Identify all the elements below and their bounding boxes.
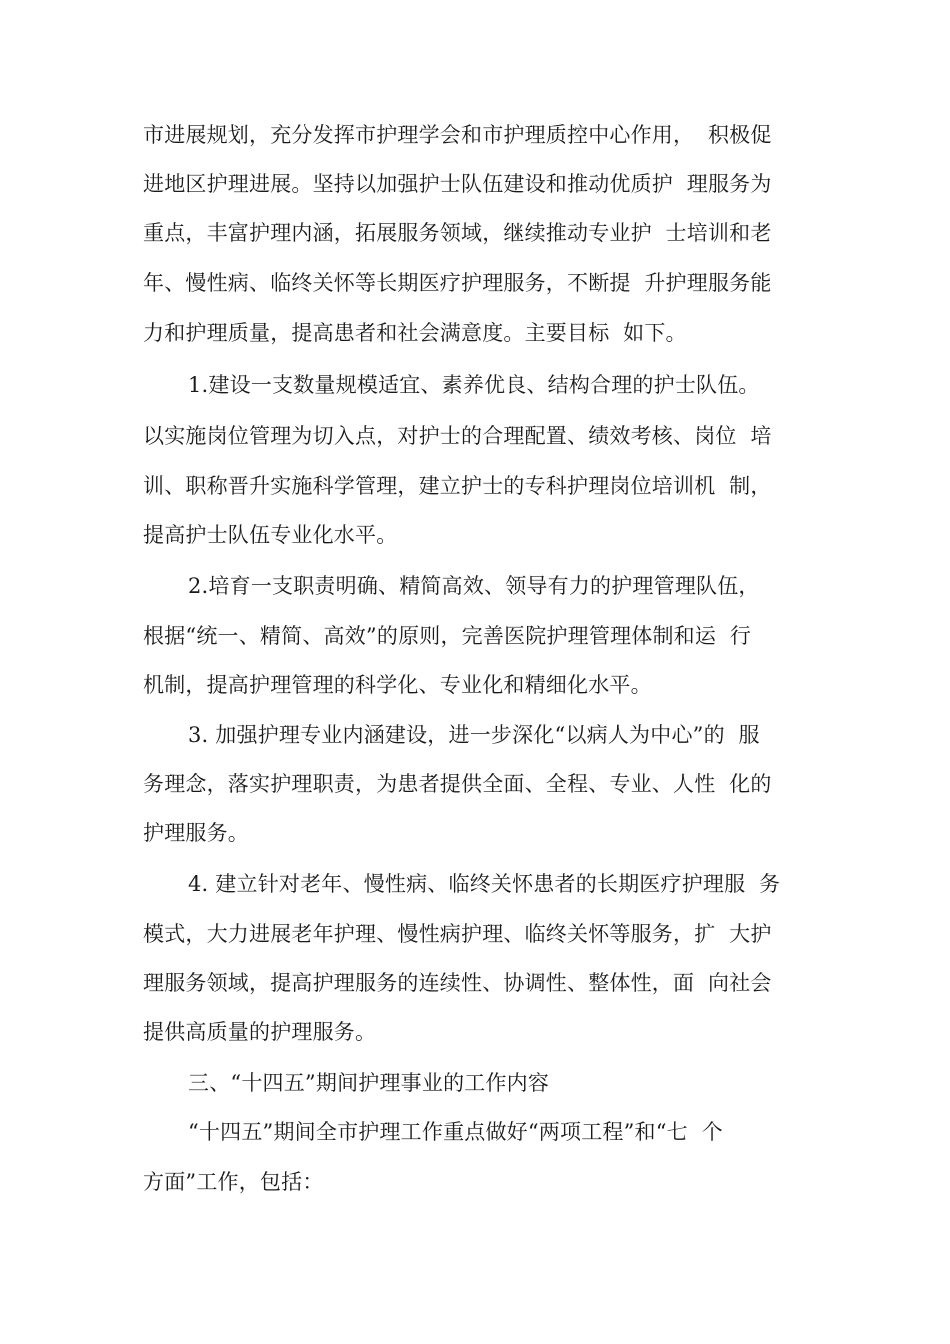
text-line: 3. 加强护理专业内涵建设，进一步深化“以病人为中心”的 服 — [188, 723, 760, 747]
text-line: 方面”工作，包括： — [143, 1170, 324, 1194]
text-line: 务理念，落实护理职责，为患者提供全面、全程、专业、人性 化的 — [143, 772, 772, 796]
text-line: 根据“统一、精简、高效”的原则，完善医院护理管理体制和运 行 — [143, 624, 752, 648]
text-line: 4. 建立针对老年、慢性病、临终关怀患者的长期医疗护理服 务 — [188, 872, 781, 896]
text-line: 进地区护理进展。坚持以加强护士队伍建设和推动优质护 理服务为 — [143, 172, 772, 196]
text-line: “十四五”期间全市护理工作重点做好“两项工程”和“七 个 — [188, 1120, 723, 1144]
text-line: 力和护理质量，提高患者和社会满意度。主要目标 如下。 — [143, 321, 687, 345]
section-heading: 三、“十四五”期间护理事业的工作内容 — [188, 1071, 550, 1095]
text-line: 机制，提高护理管理的科学化、专业化和精细化水平。 — [143, 673, 652, 697]
text-line: 提高护士队伍专业化水平。 — [143, 523, 398, 547]
text-line: 训、职称晋升实施科学管理，建立护士的专科护理岗位培训机 制， — [143, 474, 772, 498]
text-line: 市进展规划，充分发挥市护理学会和市护理质控中心作用， 积极促 — [143, 123, 772, 147]
text-line: 提供高质量的护理服务。 — [143, 1020, 377, 1044]
text-line: 年、慢性病、临终关怀等长期医疗护理服务，不断提 升护理服务能 — [143, 271, 772, 295]
text-line: 重点，丰富护理内涵，拓展服务领域，继续推动专业护 士培训和老 — [143, 221, 772, 245]
text-line: 模式，大力进展老年护理、慢性病护理、临终关怀等服务，扩 大护 — [143, 922, 772, 946]
text-line: 2.培育一支职责明确、精简高效、领导有力的护理管理队伍， — [188, 574, 760, 598]
text-line: 1.建设一支数量规模适宜、素养优良、结构合理的护士队伍。 — [188, 373, 760, 397]
text-line: 以实施岗位管理为切入点，对护士的合理配置、绩效考核、岗位 培 — [143, 424, 772, 448]
text-line: 理服务领域，提高护理服务的连续性、协调性、整体性，面 向社会 — [143, 971, 772, 995]
text-line: 护理服务。 — [143, 821, 249, 845]
